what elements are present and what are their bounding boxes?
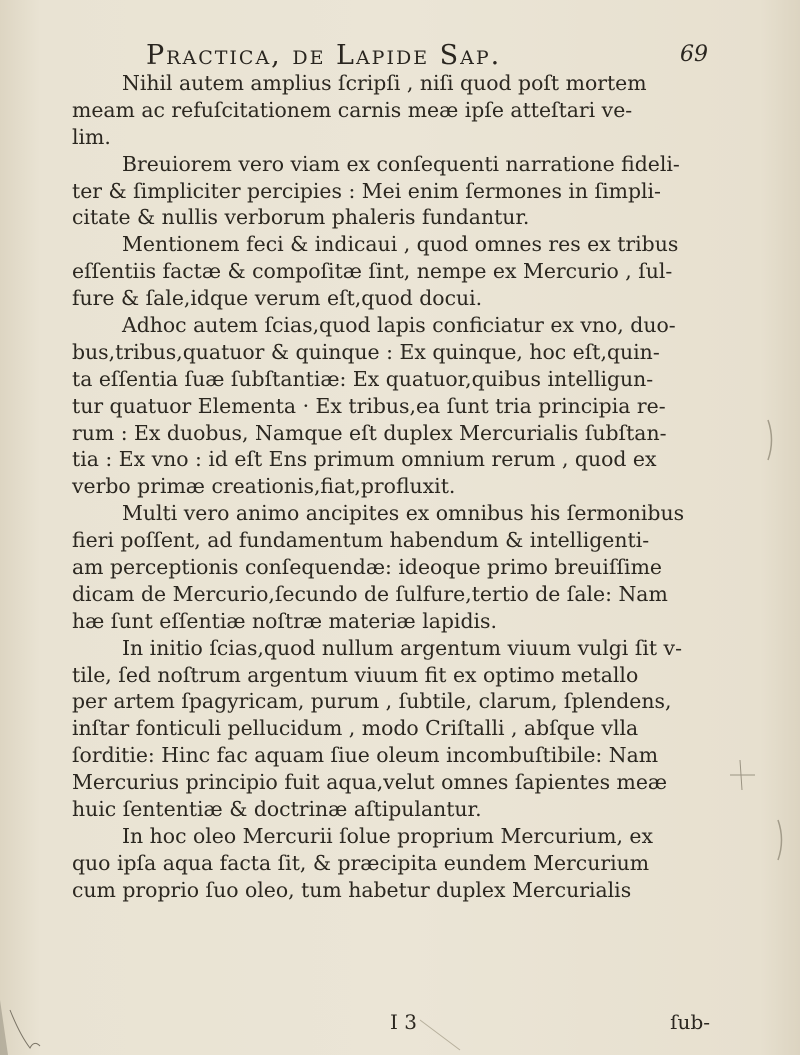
text-line: ta eſſentia ſuæ ſubſtantiæ: Ex quatuor,quibus intelligun-: [72, 366, 654, 391]
text-line: Nihil autem amplius ſcripſi , niſi quod poſt mortem: [122, 71, 647, 95]
text-line: quo ipſa aqua facta ſit, & præcipita eundem Mercurium: [72, 850, 650, 875]
text-line: hæ ſunt eſſentiæ noſtræ materiæ lapidis.: [72, 608, 497, 633]
text-line: ter & ſimpliciter percipies : Mei enim ſermones in ſimpli-: [72, 178, 661, 203]
page-number: 69: [680, 42, 708, 67]
corner-scribble: [10, 1010, 40, 1048]
text-line: Mentionem feci & indicaui , quod omnes res ex tribus: [122, 232, 679, 257]
text-line: fure & ſale,idque verum eſt,quod docui.: [72, 286, 483, 311]
text-line: cum proprio ſuo oleo, tum habetur duplex Mercurialis: [72, 877, 632, 902]
text-line: lim.: [72, 124, 111, 149]
text-line: In initio ſcias,quod nullum argentum viuum vulgi ſit v-: [122, 635, 682, 660]
text-line: tile, ſed noſtrum argentum viuum fit ex optimo metallo: [72, 662, 639, 687]
binding-shadow: [0, 1000, 8, 1055]
text-line: fieri poſſent, ad fundamentum habendum & intelligenti-: [72, 528, 650, 553]
text-line: eſſentiis factæ & compoſitæ ſint, nempe ex Mercurio , ſul-: [72, 259, 673, 284]
text-line: am perceptionis conſequendæ: ideoque primo breuiſſime: [72, 555, 662, 580]
margin-bleed-arc-lower: [778, 820, 782, 860]
paper-stain: [420, 1020, 460, 1050]
margin-bleed-mark: [730, 760, 755, 790]
text-line: bus,tribus,quatuor & quinque : Ex quinque, hoc eſt,quin-: [72, 339, 660, 364]
body-text: [72, 70, 732, 904]
text-line: Adhoc autem ſcias,quod lapis conficiatur ex vno, duo-: [122, 313, 676, 338]
text-line: meam ac refuſcitationem carnis meæ ipſe atteſtari ve-: [72, 97, 633, 122]
text-line: Breuiorem vero viam ex conſequenti narratione fideli-: [122, 151, 680, 176]
text-line: huic ſententiæ & doctrinæ aſtipulantur.: [72, 797, 482, 822]
catchword: ſub-: [670, 1010, 710, 1034]
running-title: Practica, de Lapide Sap.: [146, 40, 502, 71]
text-line: dicam de Mercurio,ſecundo de ſulfure,tertio de ſale: Nam: [72, 581, 668, 606]
text-line: tur quatuor Elementa · Ex tribus,ea ſunt tria principia re-: [72, 393, 666, 418]
text-line: tia : Ex vno : id eſt Ens primum omnium rerum , quod ex: [72, 447, 657, 472]
text-line: Mercurius principio fuit aqua,velut omnes ſapientes meæ: [72, 770, 668, 795]
text-line: inſtar fonticuli pellucidum , modo Criſtalli , abſque vlla: [72, 716, 639, 741]
text-line: Multi vero animo ancipites ex omnibus his ſermonibus: [122, 501, 685, 526]
text-line: In hoc oleo Mercurii ſolue proprium Mercurium, ex: [122, 823, 654, 848]
text-line: rum : Ex duobus, Namque eſt duplex Mercurialis ſubſtan-: [72, 420, 667, 445]
margin-bleed-arc: [768, 420, 772, 460]
text-line: ſorditie: Hinc fac aquam ſiue oleum incombuſtibile: Nam: [72, 743, 659, 768]
text-line: verbo primæ creationis,fiat,profluxit.: [72, 474, 456, 499]
text-line: citate & nullis verborum phaleris fundantur.: [72, 205, 530, 230]
signature-mark: I 3: [390, 1010, 417, 1034]
text-line: per artem ſpagyricam, purum , ſubtile, clarum, ſplendens,: [72, 689, 672, 714]
